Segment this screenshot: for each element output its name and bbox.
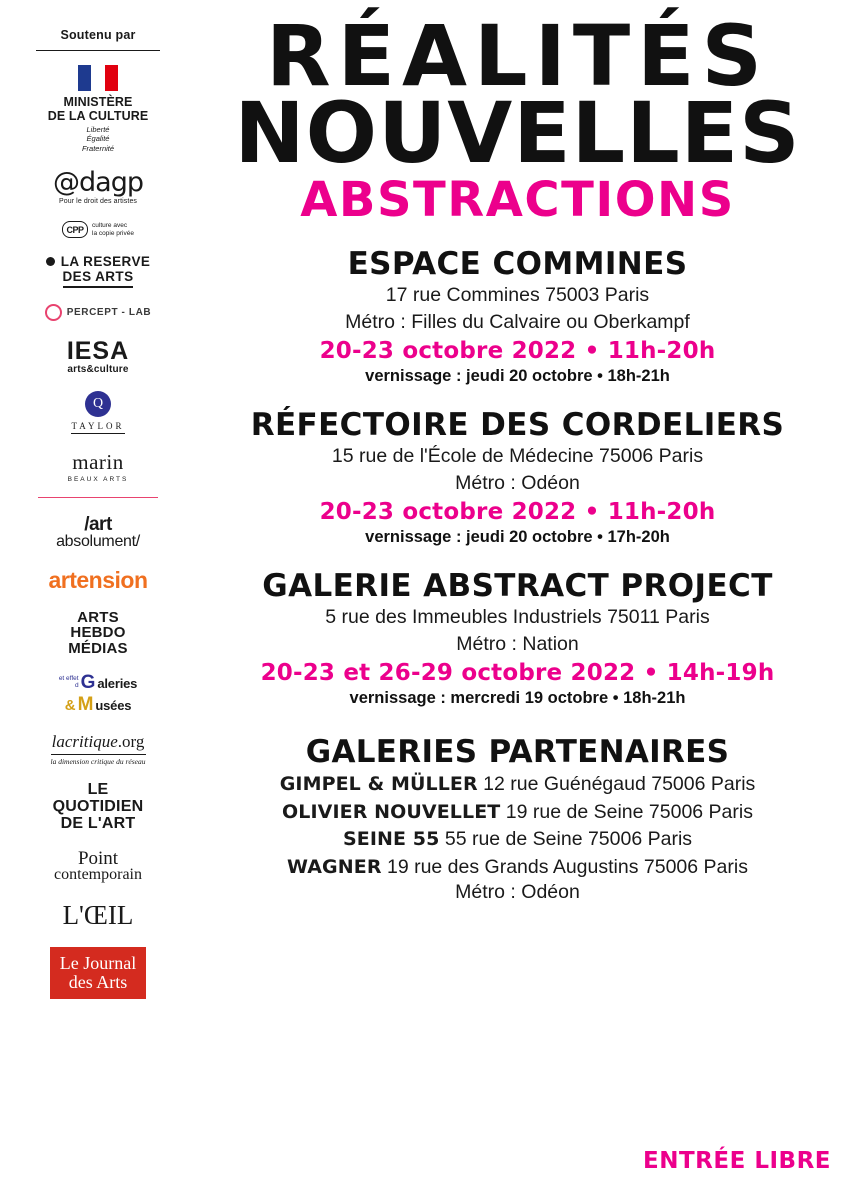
poster-main [196, 0, 857, 1200]
partner-name: GIMPEL & MÜLLER [279, 772, 478, 795]
logo-le-journal-des-arts [10, 947, 186, 999]
gm-word-galeries: aleries [97, 675, 138, 691]
sponsors-divider [36, 50, 160, 51]
venue-refectoire-des-cordeliers [200, 408, 835, 547]
marin-wordmark: marin [72, 450, 124, 475]
logo-art-absolument [10, 514, 186, 551]
artension-wordmark: artension [48, 567, 148, 594]
lacritique-wordmark: lacritique [51, 732, 118, 752]
partner-address: 19 rue des Grands Augustins 75006 Paris [386, 855, 748, 878]
venue-metro: Métro : Odéon [455, 471, 580, 494]
logo-loeil [10, 900, 186, 931]
venue-address: 5 rue des Immeubles Industriels 75011 Paris [325, 606, 710, 629]
ahm-line3: MÉDIAS [68, 639, 128, 657]
ahm-line2: HEBDO [70, 624, 126, 642]
art-absolument-line2: absolument/ [56, 533, 140, 551]
partner-name: OLIVIER NOUVELLET [282, 800, 501, 823]
devise-liberte: Liberté [86, 125, 110, 134]
partner-address: 12 rue Guénégaud 75006 Paris [483, 772, 756, 795]
partners-title: GALERIES PARTENAIRES [305, 733, 730, 770]
venue-name: ESPACE COMMINES [347, 245, 688, 282]
partner-address: 19 rue de Seine 75006 Paris [505, 800, 753, 823]
sponsors-heading: Soutenu par [60, 28, 136, 42]
iesa-tagline: arts&culture [67, 364, 129, 376]
venue-vernissage: vernissage : mercredi 19 octobre • 18h-21h [349, 688, 686, 707]
logo-la-reserve-des-arts [10, 254, 186, 288]
ahm-line1: ARTS [77, 609, 119, 627]
logo-adagp [10, 169, 186, 205]
partner-name: SEINE 55 [342, 828, 440, 851]
percept-ring-icon [45, 304, 62, 321]
logo-arts-hebdo-medias [10, 610, 186, 656]
venue-address: 17 rue Commines 75003 Paris [385, 284, 650, 307]
logo-ministere-de-la-culture [10, 65, 186, 153]
gm-small-line2: d [74, 682, 79, 690]
ministere-title-line2: DE LA CULTURE [47, 109, 149, 123]
ministere-title-line1: MINISTÈRE [63, 95, 133, 109]
partners-metro: Métro : Odéon [455, 881, 580, 904]
gm-letter-m: M [77, 694, 94, 716]
logo-le-quotidien-de-lart [10, 782, 186, 832]
gm-letter-g: G [80, 672, 96, 694]
partner-name: WAGNER [287, 855, 382, 878]
quotidien-line1: LE [87, 781, 109, 799]
journal-des-arts-line1: Le Journal [59, 953, 137, 974]
venue-name: GALERIE ABSTRACT PROJECT [262, 567, 773, 604]
devise-fraternite: Fraternité [81, 143, 115, 153]
logo-iesa [10, 337, 186, 375]
venue-name: RÉFECTOIRE DES CORDELIERS [250, 406, 785, 443]
partner-row [200, 826, 835, 853]
poster-subtitle: ABSTRACTIONS [300, 171, 735, 228]
partner-galleries [200, 734, 835, 905]
gm-small-line1: et effet [58, 675, 79, 683]
lacritique-tagline: la dimension critique du réseau [51, 754, 146, 766]
adagp-tagline: Pour le droit des artistes [58, 198, 138, 206]
logo-copie-privee [10, 221, 186, 238]
percept-lab-text: PERCEPT - LAB [66, 307, 152, 319]
entree-libre-note: ENTRÉE LIBRE [643, 1148, 831, 1174]
logo-artension [10, 567, 186, 594]
title-line-realites: RÉALITÉS [265, 7, 770, 105]
loeil-wordmark: L'ŒIL [62, 900, 134, 931]
iesa-wordmark: IESA [66, 337, 130, 366]
journal-des-arts-line2: des Arts [68, 971, 128, 992]
taylor-monogram-icon: Q [85, 391, 111, 417]
cpp-text-line2: la copie privée [92, 229, 134, 237]
partner-row [200, 854, 835, 881]
sidebar-pink-divider [38, 497, 158, 498]
gm-ampersand: & [64, 696, 76, 714]
venue-metro: Métro : Nation [456, 632, 579, 655]
partner-address: 55 rue de Seine 75006 Paris [444, 828, 693, 851]
venue-espace-commines [200, 247, 835, 386]
logo-fondation-taylor [10, 391, 186, 434]
logo-lacritique-org [10, 732, 186, 766]
logo-galeries-et-musees [10, 672, 186, 716]
venue-dates: 20-23 et 26-29 octobre 2022 • 14h-19h [260, 659, 775, 686]
venue-dates: 20-23 octobre 2022 • 11h-20h [319, 498, 716, 525]
venue-dates: 20-23 octobre 2022 • 11h-20h [319, 337, 716, 364]
adagp-wordmark: @dagp [53, 167, 143, 199]
quotidien-line2: QUOTIDIEN [52, 797, 144, 815]
logo-marin-beaux-arts [10, 450, 186, 498]
logo-point-contemporain [10, 848, 186, 884]
french-flag-icon [78, 65, 118, 91]
bullet-dot-icon [46, 257, 55, 266]
lacritique-suffix: .org [117, 732, 145, 752]
sponsors-sidebar [0, 0, 196, 1200]
poster-title [200, 7, 835, 183]
venue-vernissage: vernissage : jeudi 20 octobre • 17h-20h [365, 527, 670, 546]
reserve-line2: DES ARTS [63, 269, 134, 288]
quotidien-line3: DE L'ART [60, 814, 136, 832]
venue-address: 15 rue de l'École de Médecine 75006 Paris [331, 445, 704, 468]
title-line-nouvelles: NOUVELLES [234, 84, 801, 183]
venue-galerie-abstract-project [200, 569, 835, 708]
point-contemporain-line1: Point [77, 848, 119, 870]
logo-percept-lab [10, 304, 186, 321]
venue-metro: Métro : Filles du Calvaire ou Oberkampf [345, 310, 690, 333]
cpp-text-line1: culture avec [92, 221, 128, 229]
marin-tagline: BEAUX ARTS [67, 476, 129, 484]
partner-row [200, 799, 835, 826]
devise-egalite: Égalité [86, 134, 110, 144]
venue-vernissage: vernissage : jeudi 20 octobre • 18h-21h [365, 366, 670, 385]
gm-word-musees: usées [95, 697, 132, 713]
partner-row [200, 771, 835, 798]
taylor-rule [71, 433, 125, 434]
art-absolument-line1: /art [84, 514, 112, 536]
reserve-line1: LA RESERVE [60, 254, 151, 270]
taylor-wordmark: TAYLOR [71, 421, 125, 432]
point-contemporain-line2: contemporain [54, 866, 142, 884]
cpp-mark-icon: CPP [62, 221, 88, 238]
